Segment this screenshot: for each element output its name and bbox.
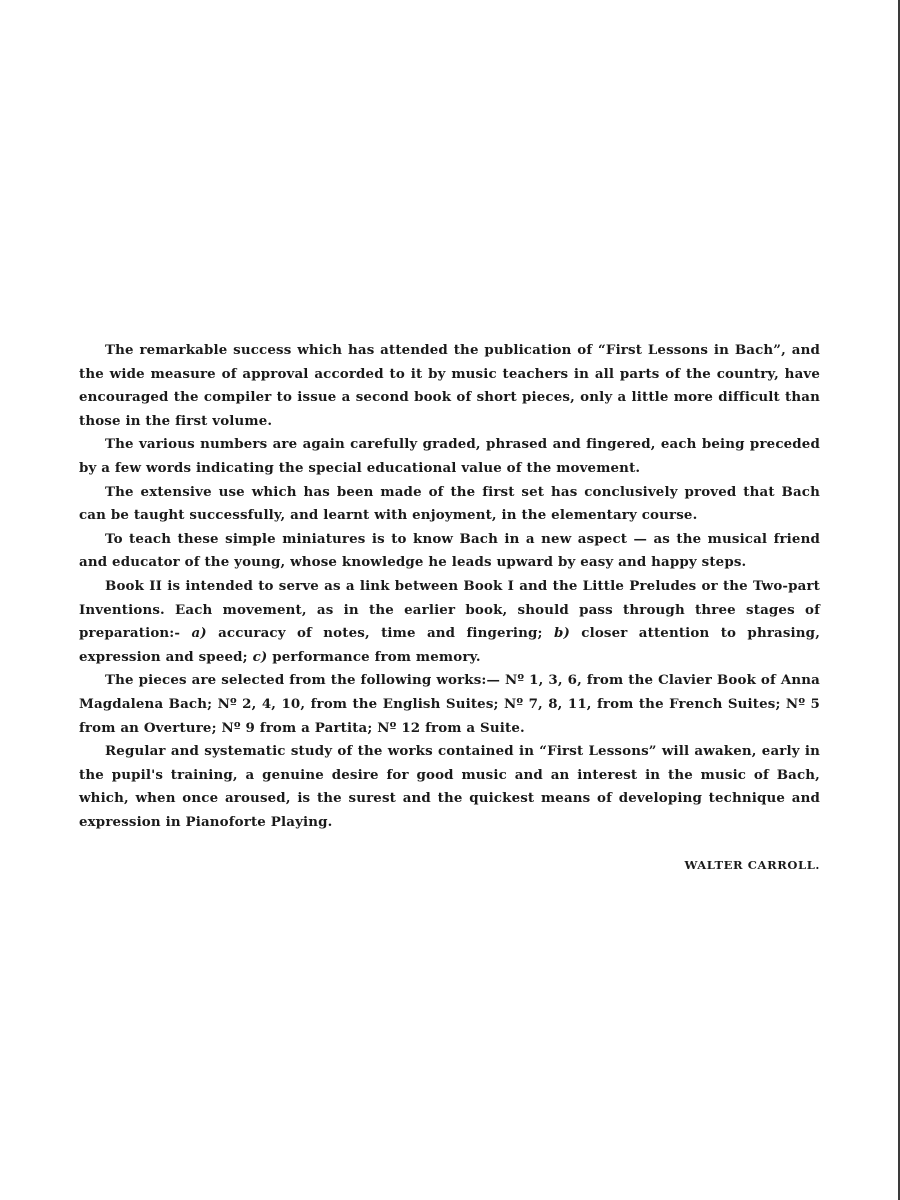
- paragraph-book-two: [79, 575, 820, 669]
- paragraph-sources: The pieces are selected from the following works:— Nº 1, 3, 6, from the Clavier Book of Anna Magdalena Bach; Nº 2, 4, 10, from the English Suites; Nº 7, 8, 11, from the French Suites; Nº 5 from an Overture; Nº 9 from a Partita; Nº 12 from a Suite.: [79, 672, 820, 736]
- stage-c-text: performance from memory.: [267, 648, 481, 665]
- paragraph-closing: Regular and systematic study of the works contained in “First Lessons” will awaken, early in the pupil's training, a genuine desire for good music and an interest in the music of Bach, which, when once aroused, is the surest and the quickest means of developing technique and expression in Pianoforte Playing.: [79, 743, 820, 830]
- stage-a-marker: a): [191, 625, 207, 642]
- signature: WALTER CARROLL.: [684, 858, 820, 872]
- stage-a-text: accuracy of notes, time and fingering;: [206, 625, 554, 642]
- paragraph-grading: The various numbers are again carefully graded, phrased and fingered, each being preceded by a few words indicating the special educational value of the movement.: [79, 436, 820, 476]
- paragraph-success: The remarkable success which has attended the publication of “First Lessons in Bach”, and the wide measure of approval accorded to it by music teachers in all parts of the country, have encouraged the compiler to issue a second book of short pieces, only a little more difficult than those in the first volume.: [79, 342, 820, 429]
- paragraph-extensive-use: The extensive use which has been made of the first set has conclusively proved that Bach can be taught successfully, and learnt with enjoyment, in the elementary course.: [79, 483, 820, 524]
- book-two-intro: Book II is intended to serve as a link between Book I and the Little Preludes or the Two-part Inventions. Each movement, as in the earlier book, should pass through three stages of preparation:-: [79, 577, 820, 642]
- stage-c-marker: c): [252, 648, 268, 665]
- paragraph-miniatures: To teach these simple miniatures is to know Bach in a new aspect — as the musical friend and educator of the young, whose knowledge he leads upward by easy and happy steps.: [79, 530, 820, 571]
- stage-b-marker: b): [553, 625, 570, 642]
- stage-b-text: closer attention to phrasing, expression and speed;: [79, 625, 821, 665]
- preface-text: [79, 339, 820, 834]
